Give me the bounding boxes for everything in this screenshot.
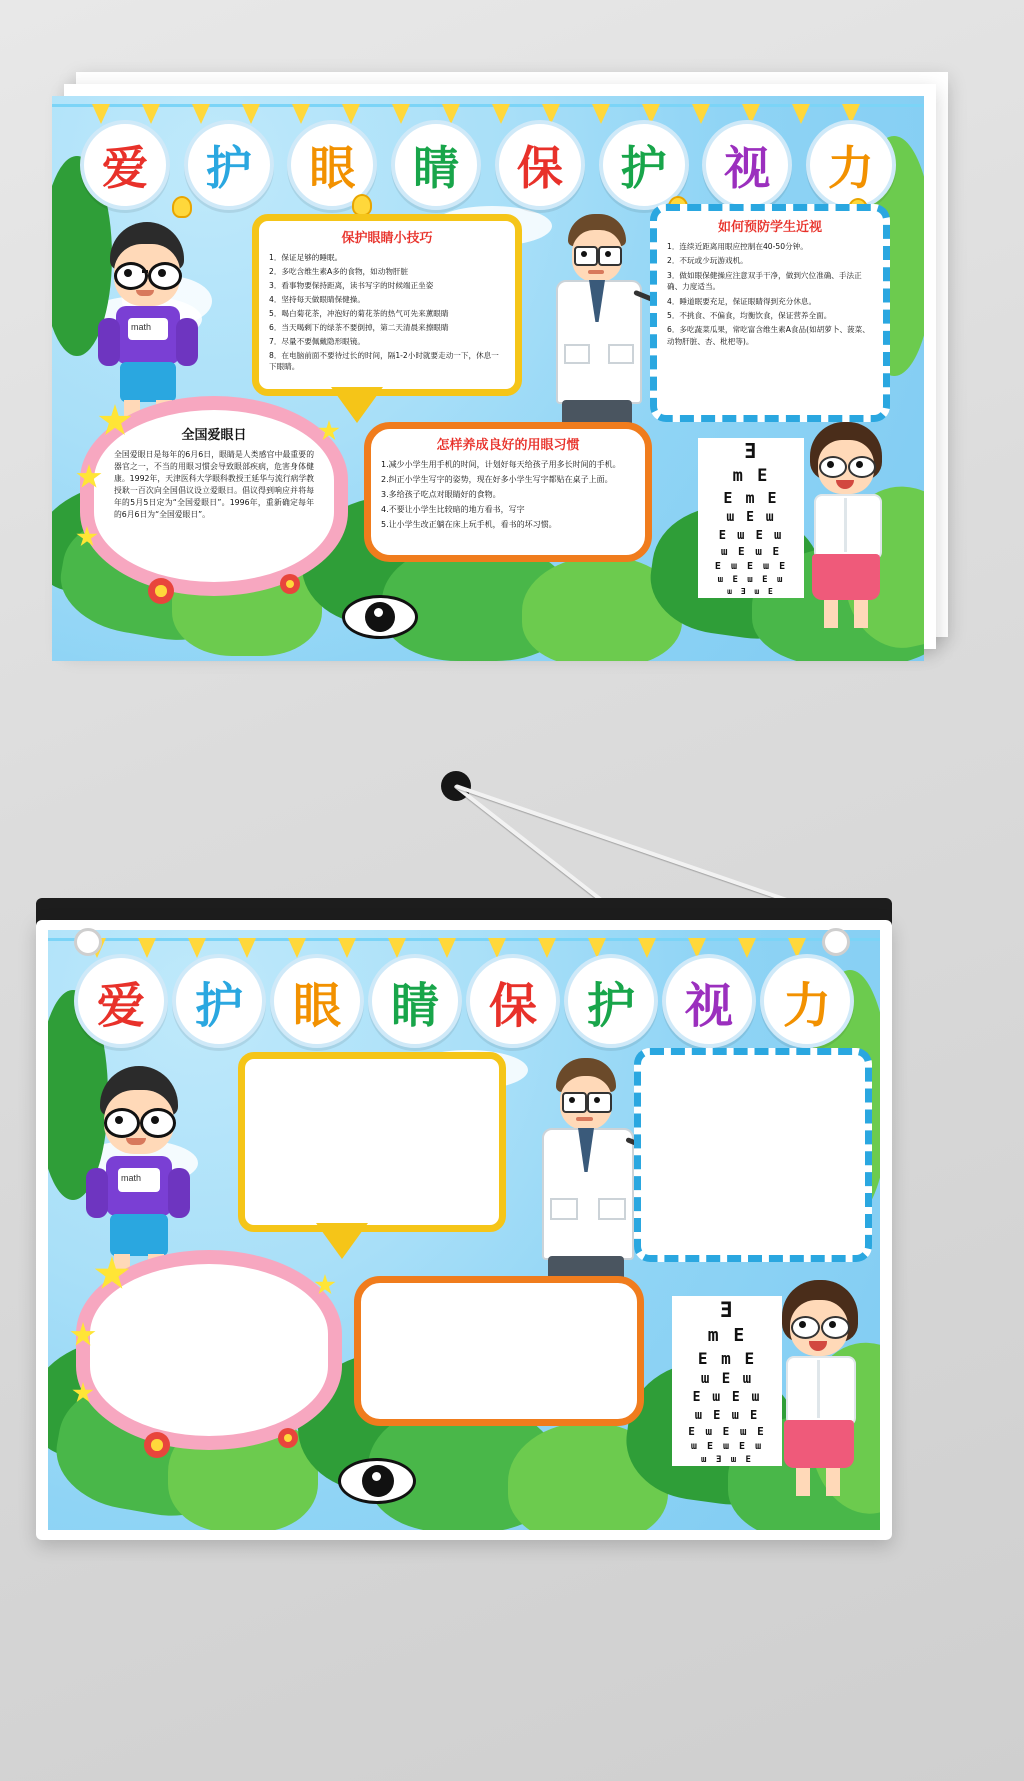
tips-box-blank xyxy=(238,1052,506,1232)
eye-chart-row: ɯ E ɯ E xyxy=(694,1407,760,1422)
prevention-item: 6．多吃蔬菜瓜果，常吃富含维生素A食品(如胡萝卜、菠菜、动物肝脏、杏、枇杷等)。 xyxy=(667,325,870,346)
eye-chart xyxy=(698,438,804,598)
prevention-item: 2．不玩或少玩游戏机。 xyxy=(667,256,748,266)
tips-item: 1．保证足够的睡眠。 xyxy=(269,253,343,262)
tips-item: 8．在电脑前面不要待过长的时间，隔1-2小时就要走动一下，休息一下眼睛。 xyxy=(269,351,499,371)
tips-item: 3．看事物要保持距离，读书写字的时候端正坐姿 xyxy=(269,281,434,290)
eye-chart-row: Ǝ xyxy=(719,1297,735,1322)
bulb-icon xyxy=(352,194,372,216)
prevention-box xyxy=(650,204,890,422)
title-char: 视 xyxy=(702,120,792,210)
eye-chart-row: E ɯ E ɯ E xyxy=(688,1424,766,1438)
eye-chart-row: E ɯ E ɯ xyxy=(692,1389,762,1405)
bulb-icon xyxy=(172,196,192,218)
poster-title xyxy=(80,124,896,206)
tips-title: 保护眼睛小技巧 xyxy=(341,231,433,246)
title-char: 爱 xyxy=(80,120,170,210)
girl-character xyxy=(788,422,908,637)
flower-decoration xyxy=(144,1432,170,1458)
eye-chart-row: ɯ E ɯ xyxy=(700,1370,754,1387)
eye-chart-row: m E xyxy=(732,466,770,487)
habits-item: 1.减少小学生用手机的时间，计划好每天给孩子用多长时间的手机。 xyxy=(381,460,621,469)
eye-chart-row: ɯ Ǝ ɯ E xyxy=(701,1454,753,1465)
title-char: 护 xyxy=(184,120,274,210)
title-char: 睛 xyxy=(391,120,481,210)
eye-day-title: 全国爱眼日 xyxy=(181,428,247,443)
tips-body xyxy=(259,246,515,372)
title-char: 力 xyxy=(806,120,896,210)
prevention-box-blank xyxy=(634,1048,872,1262)
habits-body xyxy=(371,453,645,531)
prevention-item: 4．睡道眠要充足，保证眼睛得到充分休息。 xyxy=(667,296,817,306)
title-char: 护 xyxy=(599,120,689,210)
title-char: 爱 xyxy=(74,954,168,1048)
eye-chart-row: Ǝ xyxy=(743,439,759,464)
title-char: 眼 xyxy=(287,120,377,210)
habits-title: 怎样养成良好的用眼习惯 xyxy=(436,438,580,453)
eye-chart-row: ɯ E ɯ E xyxy=(720,544,782,558)
title-char: 睛 xyxy=(368,954,462,1048)
flower-decoration xyxy=(278,1428,298,1448)
eye-chart-row: E ɯ E ɯ xyxy=(718,527,784,542)
poster-blank xyxy=(48,930,880,1530)
frame-grommet-left xyxy=(74,928,102,956)
title-char: 护 xyxy=(564,954,658,1048)
title-char: 眼 xyxy=(270,954,364,1048)
flower-decoration xyxy=(280,574,300,594)
frame-grommet-right xyxy=(822,928,850,956)
poster-title-blank xyxy=(74,958,854,1044)
eye-decoration xyxy=(342,595,418,639)
tips-box xyxy=(252,214,522,396)
tips-item: 4．坚持每天做眼睛保健操。 xyxy=(269,295,365,304)
prevention-item: 5．不挑食、不偏食，均衡饮食，保证营养全面。 xyxy=(667,310,832,320)
tips-item: 5．喝白菊花茶，冲泡好的菊花茶的热气可先来薰眼睛 xyxy=(269,309,449,318)
boy-character xyxy=(78,1066,208,1276)
poster-filled xyxy=(52,96,924,661)
flower-decoration xyxy=(148,578,174,604)
eye-chart-row: E m E xyxy=(723,489,779,508)
eye-chart-row: ɯ E ɯ xyxy=(726,510,776,526)
habits-box xyxy=(364,422,652,562)
habits-item: 4.不要让小学生比较暗的地方看书，写字 xyxy=(381,505,525,514)
title-char: 保 xyxy=(495,120,585,210)
eye-chart-row: E ɯ E ɯ E xyxy=(714,560,788,572)
tips-item: 6．当天喝剩下的绿茶不要倒掉，第二天清晨来擦眼睛 xyxy=(269,323,449,332)
shirt-text: math xyxy=(121,1173,142,1183)
habits-item: 3.多给孩子吃点对眼睛好的食物。 xyxy=(381,490,501,499)
poster-background xyxy=(52,96,924,661)
habits-item: 2.纠正小学生写字的姿势，现在好多小学生写字都贴在桌子上面。 xyxy=(381,475,613,484)
eye-chart-row: m E xyxy=(707,1324,747,1346)
title-char: 保 xyxy=(466,954,560,1048)
boy-character xyxy=(90,222,210,422)
eye-chart-blank xyxy=(672,1296,782,1466)
title-char: 视 xyxy=(662,954,756,1048)
eye-chart-row: ɯ E ɯ E ɯ xyxy=(690,1440,764,1452)
tips-item: 7．尽量不要佩戴隐形眼镜。 xyxy=(269,337,365,346)
habits-box-blank xyxy=(354,1276,644,1426)
prevention-item: 1．连续近距离用眼应控制在40-50分钟。 xyxy=(667,242,808,251)
shirt-text: math xyxy=(131,322,152,332)
eye-chart-row: ɯ E ɯ E ɯ xyxy=(717,574,785,585)
prevention-title: 如何预防学生近视 xyxy=(717,220,822,235)
title-char: 力 xyxy=(760,954,854,1048)
tips-item: 2．多吃含维生素A多的食物，如动物肝脏 xyxy=(269,267,409,276)
title-char: 护 xyxy=(172,954,266,1048)
poster-background-blank xyxy=(48,930,880,1530)
hanging-wire-left xyxy=(454,784,610,907)
eye-chart-row: E m E xyxy=(697,1348,757,1368)
prevention-item: 3．做如眼保健操应注意双手干净，做到穴位准确、手法正确、力度适当。 xyxy=(667,270,862,292)
eye-decoration xyxy=(338,1458,416,1504)
prevention-body xyxy=(657,235,883,347)
eye-chart-row: ɯ Ǝ ɯ E xyxy=(727,587,775,597)
eye-day-body: 全国爱眼日是每年的6月6日，眼睛是人类感官中最重要的器官之一，不当的用眼习惯会导致眼部疾病，危害身体健康。1992年，天津医科大学眼科教授王延华与流行病学教授耿一百次向全国倡议设立爱眼日。倡议得到响应并将每年的5月5日定为“全国爱眼日”。1996年，重新确定每年的6月6日为“全国爱眼日”。 xyxy=(114,450,314,520)
habits-item: 5.让小学生改正躺在床上玩手机，看书的坏习惯。 xyxy=(381,520,557,529)
